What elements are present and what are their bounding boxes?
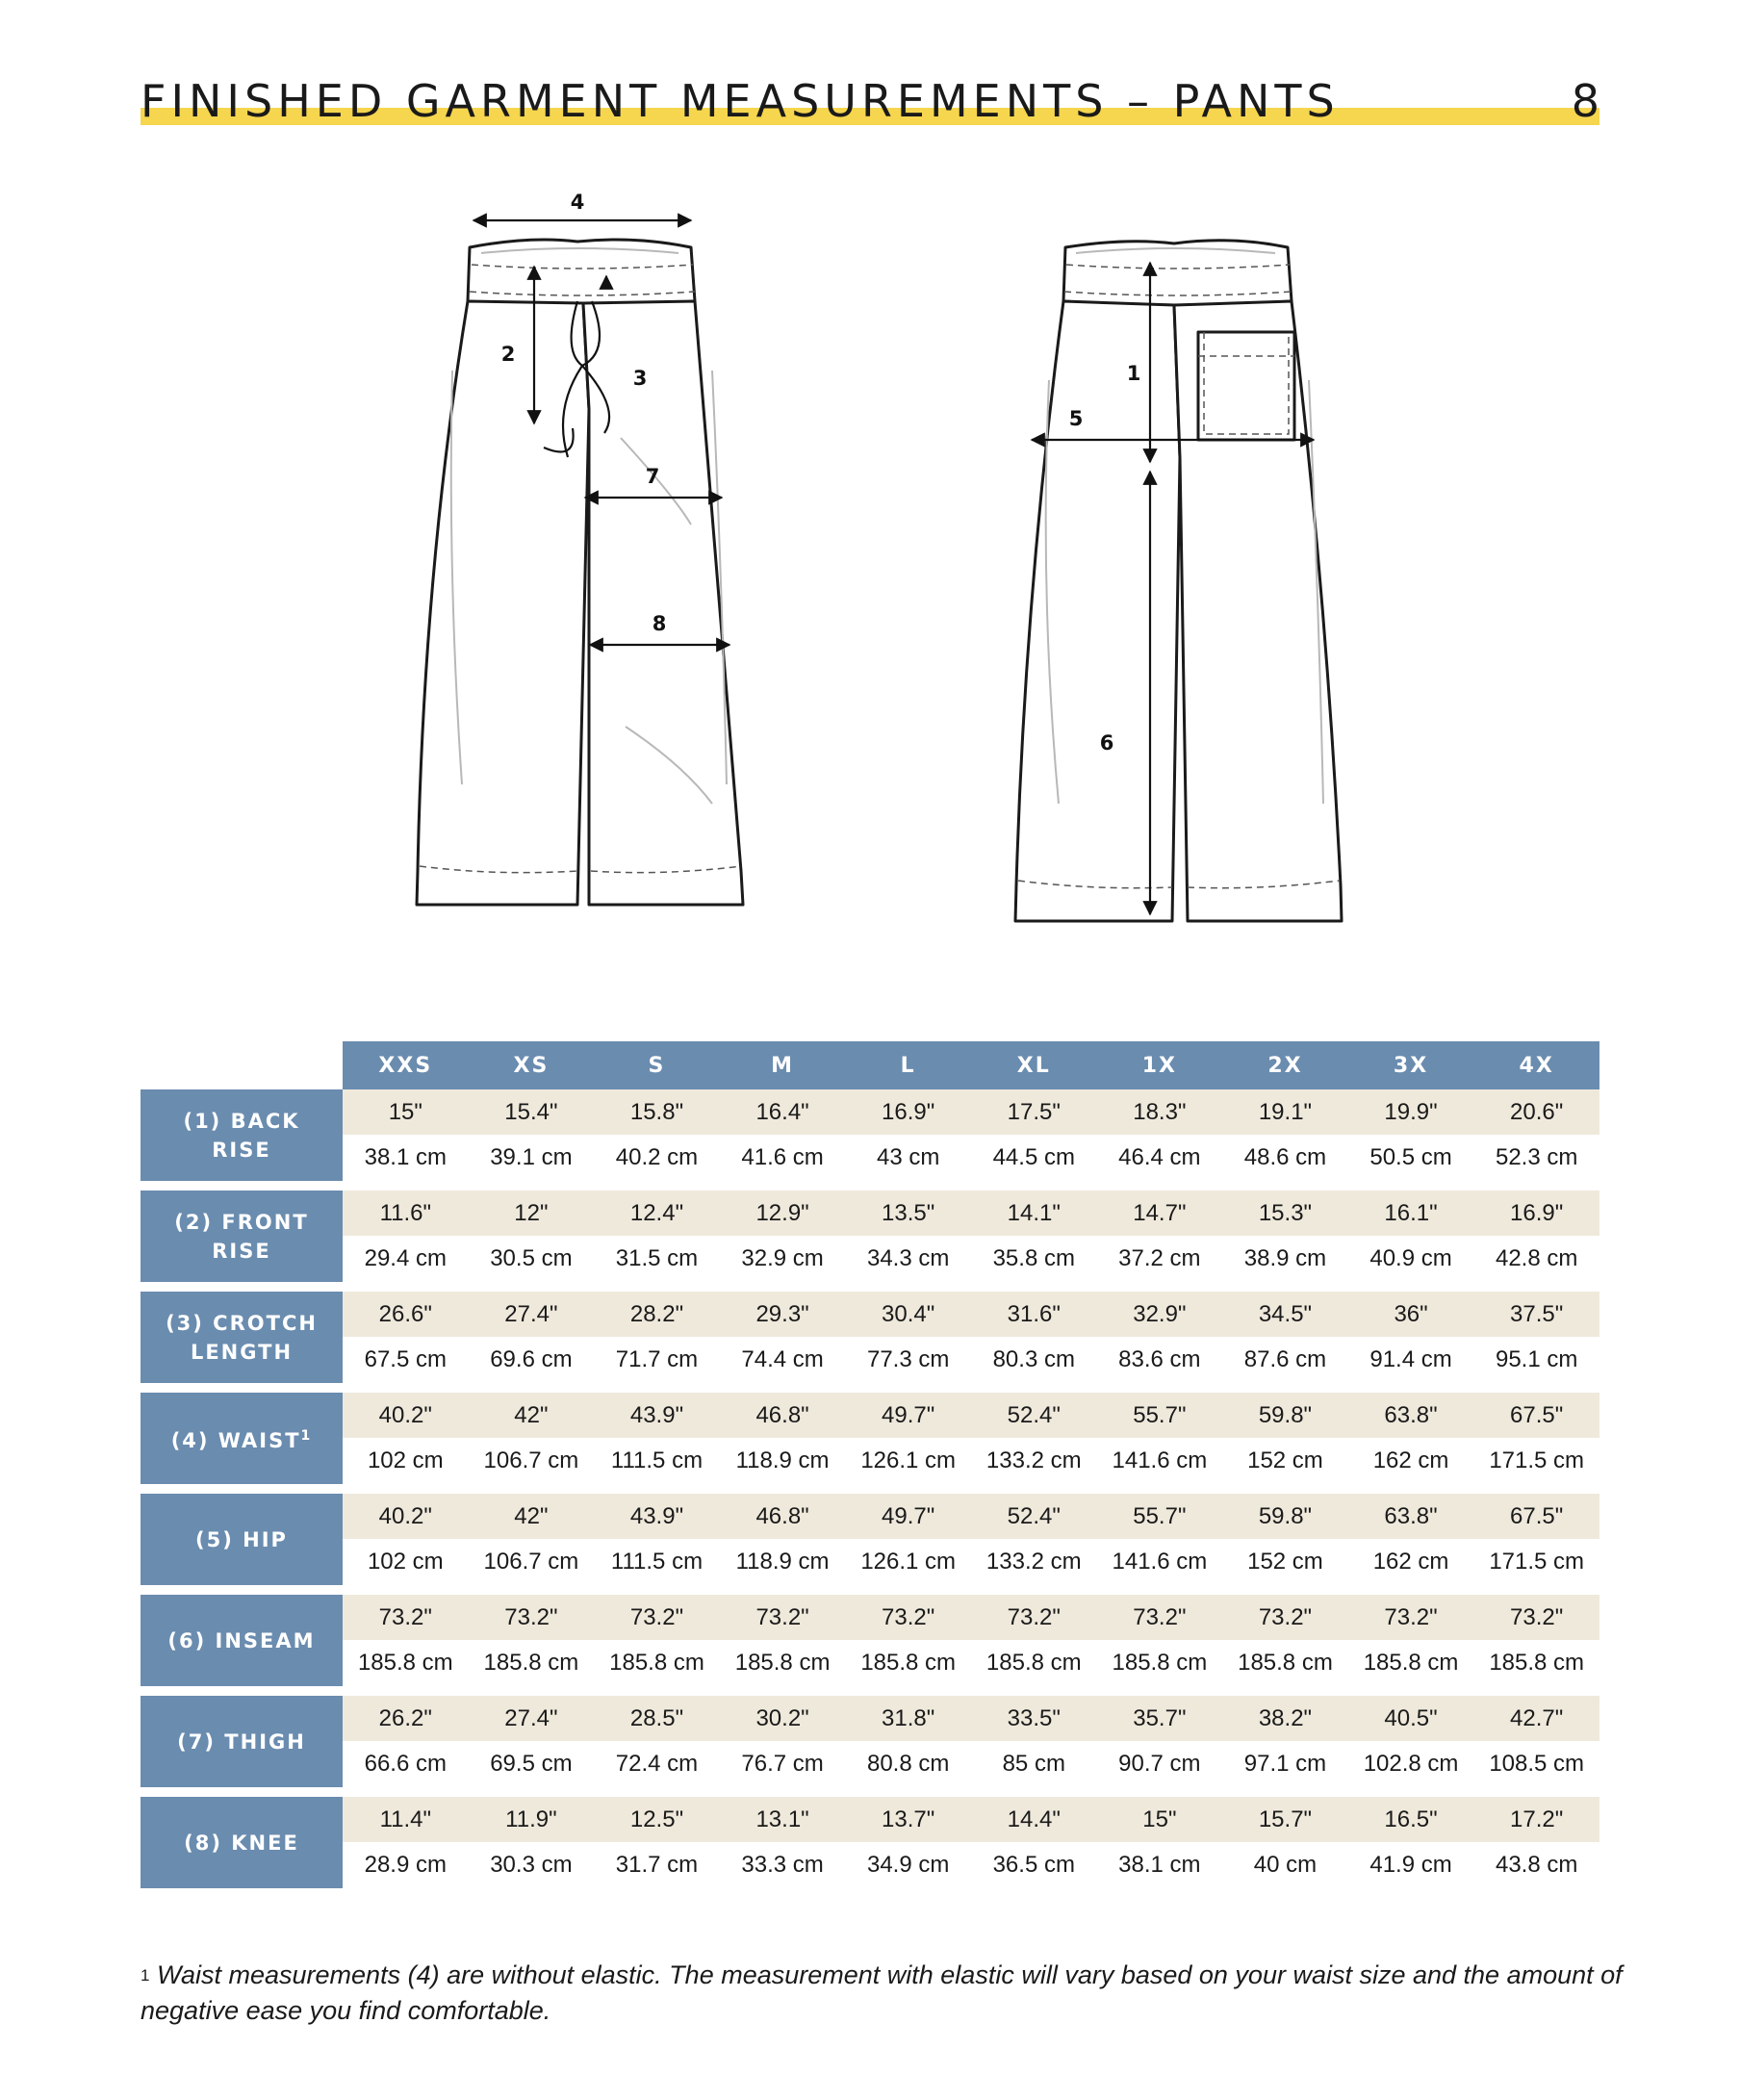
cell-inches: 73.2": [720, 1595, 846, 1640]
cell-inches: 55.7": [1097, 1494, 1223, 1539]
cell-cm: 38.9 cm: [1222, 1236, 1348, 1282]
cell-inches: 46.8": [720, 1494, 846, 1539]
row-spacer-cell: [141, 1282, 1599, 1292]
cell-cm: 50.5 cm: [1348, 1135, 1474, 1181]
cell-inches: 27.4": [469, 1292, 595, 1337]
row-spacer: [141, 1383, 1599, 1393]
cell-inches: 28.5": [594, 1696, 720, 1741]
cell-cm: 30.5 cm: [469, 1236, 595, 1282]
cell-inches: 55.7": [1097, 1393, 1223, 1438]
cell-cm: 41.6 cm: [720, 1135, 846, 1181]
table-row-cm: [141, 1842, 1599, 1888]
cell-cm: 52.3 cm: [1473, 1135, 1599, 1181]
cell-cm: 126.1 cm: [845, 1438, 971, 1484]
cell-inches: 11.6": [343, 1191, 469, 1236]
measurement-label: [141, 1797, 343, 1888]
page-title: FINISHED GARMENT MEASUREMENTS – PANTS: [141, 75, 1340, 127]
cell-cm: 41.9 cm: [1348, 1842, 1474, 1888]
table-row-cm: [141, 1640, 1599, 1686]
cell-inches: 43.9": [594, 1393, 720, 1438]
cell-inches: 30.4": [845, 1292, 971, 1337]
cell-inches: 52.4": [971, 1494, 1097, 1539]
cell-inches: 40.5": [1348, 1696, 1474, 1741]
cell-cm: 80.3 cm: [971, 1337, 1097, 1383]
cell-cm: 90.7 cm: [1097, 1741, 1223, 1787]
cell-cm: 102 cm: [343, 1438, 469, 1484]
cell-cm: 133.2 cm: [971, 1539, 1097, 1585]
cell-cm: 72.4 cm: [594, 1741, 720, 1787]
cell-cm: 185.8 cm: [845, 1640, 971, 1686]
cell-cm: 83.6 cm: [1097, 1337, 1223, 1383]
cell-cm: 185.8 cm: [1222, 1640, 1348, 1686]
cell-cm: 43 cm: [845, 1135, 971, 1181]
cell-cm: 66.6 cm: [343, 1741, 469, 1787]
cell-cm: 185.8 cm: [971, 1640, 1097, 1686]
measurement-label: [141, 1696, 343, 1787]
cell-inches: 14.1": [971, 1191, 1097, 1236]
cell-inches: 26.2": [343, 1696, 469, 1741]
cell-inches: 12.5": [594, 1797, 720, 1842]
cell-cm: 185.8 cm: [594, 1640, 720, 1686]
measurement-label-text: (2) FRONT RISE: [174, 1210, 309, 1263]
cell-cm: 111.5 cm: [594, 1539, 720, 1585]
cell-inches: 67.5": [1473, 1494, 1599, 1539]
cell-inches: 73.2": [1348, 1595, 1474, 1640]
table-row-cm: [141, 1438, 1599, 1484]
size-header-m: M: [720, 1041, 846, 1089]
cell-inches: 18.3": [1097, 1089, 1223, 1135]
row-spacer: [141, 1484, 1599, 1494]
front-label-2: 2: [500, 343, 516, 366]
cell-inches: 42.7": [1473, 1696, 1599, 1741]
cell-inches: 19.1": [1222, 1089, 1348, 1135]
row-spacer: [141, 1787, 1599, 1797]
cell-inches: 13.5": [845, 1191, 971, 1236]
cell-inches: 73.2": [1473, 1595, 1599, 1640]
cell-cm: 111.5 cm: [594, 1438, 720, 1484]
measurement-label-text: (7) THIGH: [177, 1729, 306, 1754]
cell-inches: 59.8": [1222, 1393, 1348, 1438]
cell-cm: 91.4 cm: [1348, 1337, 1474, 1383]
cell-cm: 141.6 cm: [1097, 1438, 1223, 1484]
cell-inches: 20.6": [1473, 1089, 1599, 1135]
cell-cm: 34.3 cm: [845, 1236, 971, 1282]
row-spacer-cell: [141, 1383, 1599, 1393]
row-spacer-cell: [141, 1181, 1599, 1191]
cell-cm: 43.8 cm: [1473, 1842, 1599, 1888]
cell-cm: 102.8 cm: [1348, 1741, 1474, 1787]
cell-cm: 48.6 cm: [1222, 1135, 1348, 1181]
size-header-xxs: XXS: [343, 1041, 469, 1089]
size-header-row: [141, 1041, 1599, 1089]
cell-inches: 17.2": [1473, 1797, 1599, 1842]
cell-cm: 102 cm: [343, 1539, 469, 1585]
cell-cm: 133.2 cm: [971, 1438, 1097, 1484]
row-spacer-cell: [141, 1686, 1599, 1696]
cell-cm: 108.5 cm: [1473, 1741, 1599, 1787]
cell-cm: 38.1 cm: [1097, 1842, 1223, 1888]
cell-inches: 73.2": [1097, 1595, 1223, 1640]
measurement-label: [141, 1191, 343, 1282]
cell-cm: 76.7 cm: [720, 1741, 846, 1787]
cell-inches: 32.9": [1097, 1292, 1223, 1337]
cell-inches: 59.8": [1222, 1494, 1348, 1539]
table-row-inches: [141, 1696, 1599, 1741]
cell-inches: 16.1": [1348, 1191, 1474, 1236]
cell-cm: 118.9 cm: [720, 1438, 846, 1484]
cell-inches: 73.2": [594, 1595, 720, 1640]
measurement-table: [141, 1041, 1599, 1888]
cell-inches: 19.9": [1348, 1089, 1474, 1135]
cell-cm: 69.6 cm: [469, 1337, 595, 1383]
cell-cm: 35.8 cm: [971, 1236, 1097, 1282]
cell-cm: 97.1 cm: [1222, 1741, 1348, 1787]
cell-inches: 15.8": [594, 1089, 720, 1135]
cell-inches: 63.8": [1348, 1494, 1474, 1539]
cell-cm: 31.5 cm: [594, 1236, 720, 1282]
cell-cm: 30.3 cm: [469, 1842, 595, 1888]
cell-cm: 37.2 cm: [1097, 1236, 1223, 1282]
measurement-label: [141, 1494, 343, 1585]
cell-cm: 31.7 cm: [594, 1842, 720, 1888]
cell-inches: 15": [1097, 1797, 1223, 1842]
measurement-label: [141, 1292, 343, 1383]
cell-cm: 141.6 cm: [1097, 1539, 1223, 1585]
cell-cm: 126.1 cm: [845, 1539, 971, 1585]
cell-inches: 31.6": [971, 1292, 1097, 1337]
cell-inches: 13.7": [845, 1797, 971, 1842]
cell-cm: 67.5 cm: [343, 1337, 469, 1383]
table-row-cm: [141, 1337, 1599, 1383]
table-row-inches: [141, 1393, 1599, 1438]
cell-inches: 15.7": [1222, 1797, 1348, 1842]
row-spacer: [141, 1585, 1599, 1595]
table-row-inches: [141, 1292, 1599, 1337]
cell-cm: 40 cm: [1222, 1842, 1348, 1888]
back-label-5: 5: [1068, 407, 1084, 430]
cell-cm: 171.5 cm: [1473, 1438, 1599, 1484]
cell-cm: 42.8 cm: [1473, 1236, 1599, 1282]
cell-cm: 32.9 cm: [720, 1236, 846, 1282]
back-label-1: 1: [1126, 362, 1141, 385]
cell-inches: 15.3": [1222, 1191, 1348, 1236]
cell-cm: 95.1 cm: [1473, 1337, 1599, 1383]
footnote-reference: 1: [300, 1428, 313, 1444]
cell-inches: 33.5": [971, 1696, 1097, 1741]
cell-inches: 37.5": [1473, 1292, 1599, 1337]
cell-cm: 185.8 cm: [1097, 1640, 1223, 1686]
size-header-2x: 2X: [1222, 1041, 1348, 1089]
cell-inches: 46.8": [720, 1393, 846, 1438]
cell-inches: 30.2": [720, 1696, 846, 1741]
cell-inches: 27.4": [469, 1696, 595, 1741]
table-row-cm: [141, 1236, 1599, 1282]
cell-cm: 171.5 cm: [1473, 1539, 1599, 1585]
page-header: [141, 75, 1599, 129]
cell-inches: 26.6": [343, 1292, 469, 1337]
cell-inches: 15.4": [469, 1089, 595, 1135]
cell-cm: 106.7 cm: [469, 1539, 595, 1585]
cell-cm: 38.1 cm: [343, 1135, 469, 1181]
table-row-cm: [141, 1539, 1599, 1585]
size-header-4x: 4X: [1473, 1041, 1599, 1089]
cell-cm: 106.7 cm: [469, 1438, 595, 1484]
table-row-cm: [141, 1741, 1599, 1787]
cell-inches: 38.2": [1222, 1696, 1348, 1741]
cell-inches: 11.9": [469, 1797, 595, 1842]
cell-cm: 36.5 cm: [971, 1842, 1097, 1888]
measurement-label-text: (3) CROTCH LENGTH: [166, 1311, 318, 1364]
cell-inches: 35.7": [1097, 1696, 1223, 1741]
cell-cm: 40.9 cm: [1348, 1236, 1474, 1282]
cell-cm: 69.5 cm: [469, 1741, 595, 1787]
cell-inches: 28.2": [594, 1292, 720, 1337]
cell-inches: 42": [469, 1494, 595, 1539]
cell-inches: 16.9": [1473, 1191, 1599, 1236]
cell-cm: 185.8 cm: [1473, 1640, 1599, 1686]
cell-cm: 33.3 cm: [720, 1842, 846, 1888]
cell-inches: 12.9": [720, 1191, 846, 1236]
table-corner: [141, 1041, 343, 1089]
cell-inches: 11.4": [343, 1797, 469, 1842]
cell-inches: 15": [343, 1089, 469, 1135]
footnote-marker: 1: [141, 1966, 150, 1985]
row-spacer: [141, 1181, 1599, 1191]
cell-inches: 49.7": [845, 1494, 971, 1539]
cell-cm: 185.8 cm: [343, 1640, 469, 1686]
row-spacer: [141, 1282, 1599, 1292]
row-spacer-cell: [141, 1484, 1599, 1494]
cell-inches: 34.5": [1222, 1292, 1348, 1337]
cell-inches: 40.2": [343, 1494, 469, 1539]
front-label-7: 7: [645, 465, 660, 488]
cell-cm: 80.8 cm: [845, 1741, 971, 1787]
cell-inches: 52.4": [971, 1393, 1097, 1438]
waist-footnote: [141, 1958, 1642, 2029]
measurement-label: [141, 1089, 343, 1181]
cell-inches: 16.4": [720, 1089, 846, 1135]
size-header-xl: XL: [971, 1041, 1097, 1089]
cell-inches: 13.1": [720, 1797, 846, 1842]
measurement-label: [141, 1393, 343, 1484]
cell-inches: 73.2": [845, 1595, 971, 1640]
cell-inches: 42": [469, 1393, 595, 1438]
cell-cm: 162 cm: [1348, 1539, 1474, 1585]
cell-inches: 14.4": [971, 1797, 1097, 1842]
front-view-pants: [417, 191, 743, 905]
measurement-label-text: (6) INSEAM: [167, 1628, 316, 1652]
measurement-label-text: (8) KNEE: [184, 1831, 299, 1855]
cell-inches: 14.7": [1097, 1191, 1223, 1236]
pants-technical-illustration: [385, 188, 1395, 934]
cell-inches: 36": [1348, 1292, 1474, 1337]
size-header-1x: 1X: [1097, 1041, 1223, 1089]
footnote-text: Waist measurements (4) are without elastic. The measurement with elastic will vary based on your waist size and the amount of negative ease you find comfortable.: [141, 1960, 1623, 2025]
cell-cm: 39.1 cm: [469, 1135, 595, 1181]
cell-cm: 29.4 cm: [343, 1236, 469, 1282]
cell-inches: 17.5": [971, 1089, 1097, 1135]
cell-inches: 12": [469, 1191, 595, 1236]
cell-cm: 77.3 cm: [845, 1337, 971, 1383]
row-spacer-cell: [141, 1585, 1599, 1595]
measurement-label-text: (1) BACK RISE: [183, 1109, 300, 1162]
table-row-inches: [141, 1191, 1599, 1236]
cell-cm: 185.8 cm: [469, 1640, 595, 1686]
back-label-6: 6: [1099, 731, 1114, 755]
measurement-label-text: (4) WAIST: [170, 1429, 301, 1452]
cell-inches: 29.3": [720, 1292, 846, 1337]
cell-cm: 28.9 cm: [343, 1842, 469, 1888]
cell-cm: 44.5 cm: [971, 1135, 1097, 1181]
row-spacer: [141, 1686, 1599, 1696]
size-header-l: L: [845, 1041, 971, 1089]
cell-cm: 85 cm: [971, 1741, 1097, 1787]
table-row-inches: [141, 1797, 1599, 1842]
table-row-inches: [141, 1494, 1599, 1539]
cell-cm: 74.4 cm: [720, 1337, 846, 1383]
table-row-inches: [141, 1089, 1599, 1135]
cell-inches: 43.9": [594, 1494, 720, 1539]
measurement-label-text: (5) HIP: [195, 1527, 288, 1551]
cell-inches: 73.2": [971, 1595, 1097, 1640]
cell-inches: 12.4": [594, 1191, 720, 1236]
cell-cm: 40.2 cm: [594, 1135, 720, 1181]
cell-cm: 162 cm: [1348, 1438, 1474, 1484]
cell-cm: 152 cm: [1222, 1438, 1348, 1484]
front-label-4: 4: [570, 191, 585, 214]
cell-inches: 73.2": [1222, 1595, 1348, 1640]
cell-cm: 34.9 cm: [845, 1842, 971, 1888]
cell-inches: 16.9": [845, 1089, 971, 1135]
cell-inches: 73.2": [469, 1595, 595, 1640]
row-spacer-cell: [141, 1787, 1599, 1797]
table-row-inches: [141, 1595, 1599, 1640]
cell-inches: 49.7": [845, 1393, 971, 1438]
cell-cm: 185.8 cm: [720, 1640, 846, 1686]
cell-cm: 71.7 cm: [594, 1337, 720, 1383]
front-label-8: 8: [652, 612, 667, 635]
cell-cm: 46.4 cm: [1097, 1135, 1223, 1181]
cell-inches: 67.5": [1473, 1393, 1599, 1438]
cell-inches: 63.8": [1348, 1393, 1474, 1438]
cell-inches: 16.5": [1348, 1797, 1474, 1842]
front-label-3: 3: [632, 367, 648, 390]
page-number: 8: [1571, 75, 1599, 127]
cell-inches: 31.8": [845, 1696, 971, 1741]
size-header-s: S: [594, 1041, 720, 1089]
cell-cm: 152 cm: [1222, 1539, 1348, 1585]
measurement-label: [141, 1595, 343, 1686]
cell-inches: 40.2": [343, 1393, 469, 1438]
cell-cm: 185.8 cm: [1348, 1640, 1474, 1686]
cell-cm: 87.6 cm: [1222, 1337, 1348, 1383]
back-view-pants: [1015, 241, 1342, 921]
cell-inches: 73.2": [343, 1595, 469, 1640]
table-row-cm: [141, 1135, 1599, 1181]
size-header-3x: 3X: [1348, 1041, 1474, 1089]
size-header-xs: XS: [469, 1041, 595, 1089]
cell-cm: 118.9 cm: [720, 1539, 846, 1585]
